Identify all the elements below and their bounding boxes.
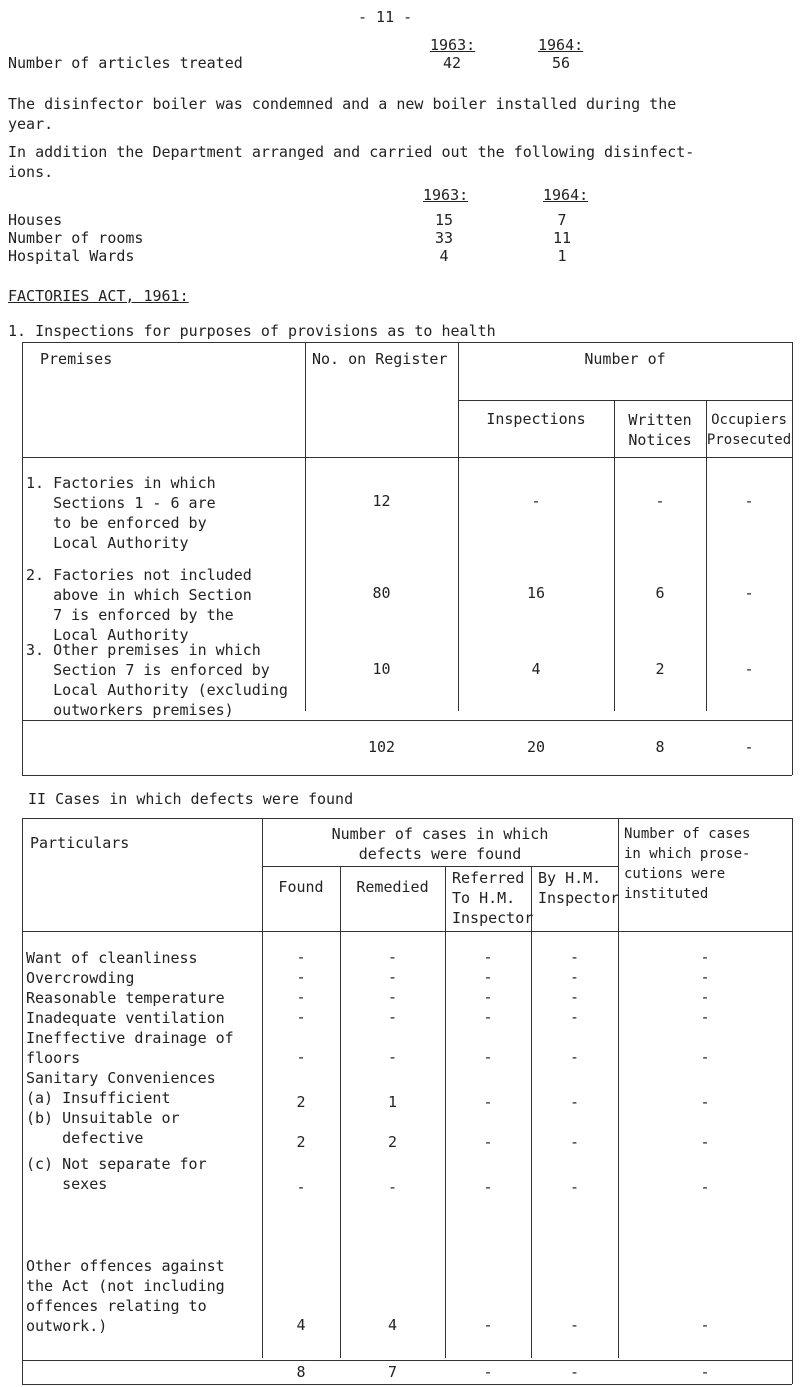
header-number-of: Number of bbox=[584, 350, 666, 368]
total-notices: 8 bbox=[655, 738, 665, 756]
by-hm-value: - bbox=[569, 1048, 580, 1066]
particulars-label: Overcrowding bbox=[26, 969, 135, 987]
factories-heading: FACTORIES ACT, 1961: bbox=[8, 287, 189, 305]
total-register: 102 bbox=[367, 738, 396, 756]
articles-year2: 1964: bbox=[538, 36, 584, 54]
particulars-label: Want of cleanliness bbox=[26, 949, 198, 967]
header-remedied: Remedied bbox=[356, 878, 429, 896]
remedied-value: - bbox=[387, 1008, 398, 1026]
total-prosecuted: - bbox=[744, 738, 754, 756]
prosecuted-value: - bbox=[744, 584, 754, 602]
total-referred: - bbox=[483, 1363, 493, 1381]
particulars-label: Ineffective drainage of floors bbox=[26, 1029, 234, 1067]
header-referred: Referred To H.M. Inspector bbox=[452, 869, 534, 927]
articles-year1: 1963: bbox=[430, 36, 476, 54]
referred-value: - bbox=[483, 1178, 493, 1196]
articles-value-1964: 56 bbox=[552, 54, 571, 72]
referred-value: - bbox=[483, 948, 493, 966]
header-particulars: Particulars bbox=[30, 834, 130, 852]
prosecutions-value: - bbox=[700, 1008, 710, 1026]
premises-row-label: 2. Factories not included above in which Section 7 is enforced by the Local Authority bbox=[26, 566, 252, 644]
found-value: 2 bbox=[296, 1133, 306, 1151]
particulars-label: Other offences against the Act (not including offences relating to outwork.) bbox=[26, 1257, 225, 1335]
particulars-label: Inadequate ventilation bbox=[26, 1009, 225, 1027]
remedied-value: - bbox=[387, 1048, 398, 1066]
total-found: 8 bbox=[296, 1363, 306, 1381]
by-hm-value: - bbox=[569, 1316, 580, 1334]
by-hm-value: - bbox=[569, 1093, 580, 1111]
by-hm-value: - bbox=[569, 988, 580, 1006]
disinfection-row-v1: 15 bbox=[434, 211, 454, 229]
disinfection-row-v2: 1 bbox=[557, 247, 567, 265]
remedied-value: 2 bbox=[387, 1133, 398, 1151]
notices-value: 2 bbox=[655, 660, 665, 678]
disinfection-row-label: Number of rooms bbox=[8, 229, 144, 247]
remedied-value: - bbox=[387, 948, 398, 966]
found-value: 4 bbox=[296, 1316, 306, 1334]
disinfection-row-v2: 7 bbox=[557, 211, 567, 229]
prosecutions-value: - bbox=[700, 968, 710, 986]
notices-value: - bbox=[655, 492, 665, 510]
disinfection-row-v1: 4 bbox=[439, 247, 449, 265]
prosecutions-value: - bbox=[700, 948, 710, 966]
page-number: - 11 - bbox=[358, 8, 413, 26]
by-hm-value: - bbox=[569, 1178, 580, 1196]
particulars-label: (c) Not separate for sexes bbox=[26, 1155, 207, 1193]
prosecutions-value: - bbox=[700, 1178, 710, 1196]
header-by-hm-inspector: By H.M. Inspector bbox=[538, 869, 620, 907]
header-found: Found bbox=[278, 878, 324, 896]
found-value: - bbox=[296, 948, 306, 966]
header-number-of-cases: Number of cases in which defects were found bbox=[331, 825, 549, 863]
particulars-label: Sanitary Conveniences (a) Insufficient bbox=[26, 1069, 216, 1107]
disinfection-row-v2: 11 bbox=[552, 229, 572, 247]
referred-value: - bbox=[483, 1093, 493, 1111]
header-occupiers-prosecuted: Occupiers Prosecuted bbox=[706, 412, 792, 448]
header-written-notices: Written Notices bbox=[628, 411, 692, 449]
particulars-label: (b) Unsuitable or defective bbox=[26, 1109, 180, 1147]
referred-value: - bbox=[483, 1048, 493, 1066]
prosecutions-value: - bbox=[700, 1093, 710, 1111]
prosecutions-value: - bbox=[700, 988, 710, 1006]
boiler-paragraph: The disinfector boiler was condemned and a new boiler installed during the year. bbox=[8, 95, 677, 133]
premises-row-label: 1. Factories in which Sections 1 - 6 are to be enforced by Local Authority bbox=[26, 474, 216, 552]
header-inspections: Inspections bbox=[486, 410, 586, 428]
articles-label: Number of articles treated bbox=[8, 54, 243, 72]
prosecuted-value: - bbox=[744, 492, 754, 510]
referred-value: - bbox=[483, 1316, 493, 1334]
inspections-value: 16 bbox=[526, 584, 546, 602]
header-register: No. on Register bbox=[312, 350, 448, 368]
register-value: 10 bbox=[372, 660, 391, 678]
total-remedied: 7 bbox=[387, 1363, 398, 1381]
premises-row-label: 3. Other premises in which Section 7 is enforced by Local Authority (excluding outworkers premises) bbox=[26, 641, 288, 719]
remedied-value: - bbox=[387, 988, 398, 1006]
referred-value: - bbox=[483, 1133, 493, 1151]
prosecutions-value: - bbox=[700, 1048, 710, 1066]
by-hm-value: - bbox=[569, 968, 580, 986]
found-value: - bbox=[296, 968, 306, 986]
section2-title: II Cases in which defects were found bbox=[28, 790, 354, 808]
by-hm-value: - bbox=[569, 948, 580, 966]
prosecutions-value: - bbox=[700, 1316, 710, 1334]
referred-value: - bbox=[483, 988, 493, 1006]
prosecutions-value: - bbox=[700, 1133, 710, 1151]
found-value: 2 bbox=[296, 1093, 306, 1111]
disinfection-row-v1: 33 bbox=[434, 229, 454, 247]
remedied-value: - bbox=[387, 1178, 398, 1196]
disinfection-year2: 1964: bbox=[543, 186, 589, 204]
disinfection-row-label: Hospital Wards bbox=[8, 247, 135, 265]
by-hm-value: - bbox=[569, 1133, 580, 1151]
total-inspections: 20 bbox=[526, 738, 546, 756]
found-value: - bbox=[296, 1008, 306, 1026]
disinfection-year1: 1963: bbox=[423, 186, 469, 204]
found-value: - bbox=[296, 1048, 306, 1066]
header-prosecutions: Number of cases in which prose- cutions were instituted bbox=[624, 826, 751, 902]
remedied-value: 4 bbox=[387, 1316, 398, 1334]
disinfection-intro: In addition the Department arranged and carried out the following disinfect- ions. bbox=[8, 143, 695, 181]
total-by-hm: - bbox=[569, 1363, 580, 1381]
particulars-label: Reasonable temperature bbox=[26, 989, 225, 1007]
total-prosecutions: - bbox=[700, 1363, 710, 1381]
found-value: - bbox=[296, 1178, 306, 1196]
remedied-value: 1 bbox=[387, 1093, 398, 1111]
register-value: 12 bbox=[372, 492, 391, 510]
notices-value: 6 bbox=[655, 584, 665, 602]
prosecuted-value: - bbox=[744, 660, 754, 678]
header-premises: Premises bbox=[40, 350, 113, 368]
referred-value: - bbox=[483, 968, 493, 986]
remedied-value: - bbox=[387, 968, 398, 986]
inspections-value: - bbox=[531, 492, 541, 510]
referred-value: - bbox=[483, 1008, 493, 1026]
articles-value-1963: 42 bbox=[443, 54, 462, 72]
by-hm-value: - bbox=[569, 1008, 580, 1026]
inspections-value: 4 bbox=[531, 660, 541, 678]
found-value: - bbox=[296, 988, 306, 1006]
section1-title: 1. Inspections for purposes of provisions as to health bbox=[8, 322, 496, 340]
disinfection-row-label: Houses bbox=[8, 211, 63, 229]
register-value: 80 bbox=[372, 584, 391, 602]
